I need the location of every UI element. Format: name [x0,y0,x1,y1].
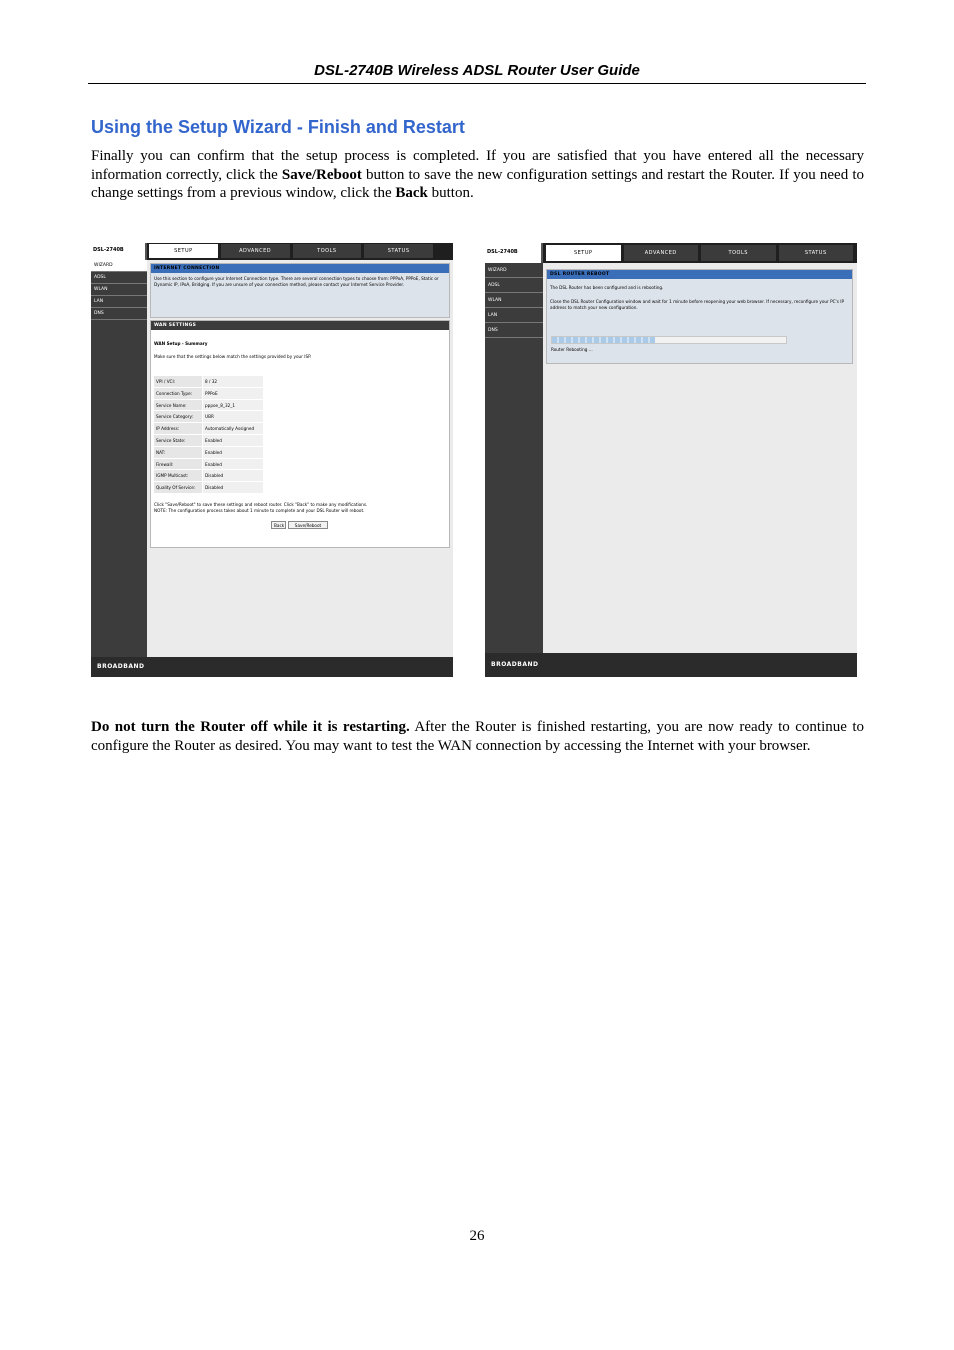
row-value: pppoe_8_32_1 [203,400,263,412]
footer-bar: BROADBAND [91,657,453,677]
summary-title: WAN Setup - Summary [154,341,208,346]
instructions-line-1: Click "Save/Reboot" to save these settings and reboot router. Click "Back" to make any modifications. [154,502,368,507]
table-row [154,388,263,400]
top-tabs [546,245,853,261]
sidebar-item-wizard[interactable]: WIZARD [485,263,543,278]
internet-connection-panel [150,263,450,318]
intro-text-3: button. [427,185,474,201]
reboot-text-1: The DSL Router has been configured and is rebooting. [550,285,664,290]
row-value: UBR [203,411,263,423]
tab-tools[interactable]: TOOLS [293,244,362,258]
header-rule [88,83,866,84]
tab-tools[interactable]: TOOLS [701,245,776,261]
table-row [154,470,263,482]
screenshot-wan-summary [91,243,453,677]
sidebar [91,260,147,657]
instructions-line-2: NOTE: The configuration process takes about 1 minute to complete and your DSL Router will reboot. [154,508,365,513]
row-key: IGMP Multicast: [154,470,202,482]
tab-setup[interactable]: SETUP [546,245,621,261]
sidebar-item-adsl[interactable]: ADSL [91,272,147,284]
screenshot-router-reboot [485,243,857,677]
router-logo: DSL-2740B [485,243,543,263]
closing-bold-warning: Do not turn the Router off while it is restarting. [91,719,410,735]
sidebar-item-dns[interactable]: DNS [91,308,147,320]
summary-note: Make sure that the settings below match the settings provided by your ISP. [154,354,312,359]
tab-advanced[interactable]: ADVANCED [624,245,699,261]
progress-fill [552,337,655,343]
intro-bold-save-reboot: Save/Reboot [281,166,362,183]
intro-text-2: button to save the new configuration settings and restart the Router. If you need to change settings from a previous window, click the [91,166,864,201]
row-value: PPPoE [203,388,263,400]
tab-status[interactable]: STATUS [364,244,433,258]
sidebar-item-adsl[interactable]: ADSL [485,278,543,293]
table-row [154,423,263,435]
internet-connection-text: Use this section to configure your Internet Connection type. There are several connection types to choose from: PPPoA, PPPoE, Static or Dynamic IP, IPoA, Bridging. If you are unsure of your connection method, please contact your Internet Service Provider. [154,276,439,287]
sidebar-item-lan[interactable]: LAN [485,308,543,323]
summary-table [154,376,263,494]
sidebar [485,263,543,657]
row-value: Enabled [203,459,263,471]
sidebar-item-wizard[interactable]: WIZARD [91,260,147,272]
row-value: Enabled [203,435,263,447]
row-key: Service Name: [154,400,202,412]
sidebar-item-wlan[interactable]: WLAN [485,293,543,308]
intro-bold-back: Back [395,185,428,201]
row-value: Enabled [203,447,263,459]
table-row [154,411,263,423]
sidebar-item-wlan[interactable]: WLAN [91,284,147,296]
row-key: Firewall: [154,459,202,471]
document-header: DSL-2740B Wireless ADSL Router User Guide [314,62,640,79]
router-reboot-title: DSL ROUTER REBOOT [547,270,852,279]
row-key: VPI / VCI: [154,376,202,388]
tab-advanced[interactable]: ADVANCED [221,244,290,258]
row-key: Service Category: [154,411,202,423]
table-row [154,435,263,447]
row-key: IP Address: [154,423,202,435]
reboot-progress-bar [551,336,787,344]
intro-text-1: Finally you can confirm that the setup process is completed. If you are satisfied that you have entered all the necessary information correctly, click the [91,148,864,183]
footer-bar: BROADBAND [485,653,857,677]
top-tabs [149,244,433,258]
router-reboot-panel [546,269,853,364]
sidebar-item-lan[interactable]: LAN [91,296,147,308]
row-key: Service State: [154,435,202,447]
internet-connection-title: INTERNET CONNECTION [151,264,449,273]
router-logo: DSL-2740B [91,243,147,260]
closing-text: After the Router is finished restarting, you are now ready to continue to configure the Router as desired. You may want to test the WAN connection by accessing the Internet with your browser. [91,719,864,754]
row-key: Quality Of Service: [154,482,202,494]
row-value: Disabled [203,482,263,494]
top-nav-bar [485,243,857,263]
row-key: NAT: [154,447,202,459]
sidebar-item-dns[interactable]: DNS [485,323,543,338]
back-button[interactable]: Back [271,521,286,529]
table-row [154,400,263,412]
row-value: Automatically Assigned [203,423,263,435]
section-title: Using the Setup Wizard - Finish and Restart [91,117,465,137]
progress-label: Router Rebooting ... [551,347,593,352]
reboot-text-2: Close the DSL Router Configuration window and wait for 1 minute before reopening your web browser. If necessary, reconfigure your PC's IP address to match your new configuration. [550,299,844,310]
tab-setup[interactable]: SETUP [149,244,218,258]
instructions [151,499,447,517]
top-nav-bar [91,243,453,260]
row-value: 8 / 32 [203,376,263,388]
save-reboot-button[interactable]: Save/Reboot [288,521,328,529]
page-number: 26 [469,1228,485,1244]
tab-status[interactable]: STATUS [779,245,854,261]
wan-settings-title: WAN SETTINGS [151,321,449,330]
closing-paragraph [91,718,864,755]
table-row [154,447,263,459]
row-key: Connection Type: [154,388,202,400]
table-row [154,459,263,471]
row-value: Disabled [203,470,263,482]
table-row [154,482,263,494]
wan-settings-panel [150,320,450,548]
intro-paragraph [91,147,864,203]
table-row [154,376,263,388]
